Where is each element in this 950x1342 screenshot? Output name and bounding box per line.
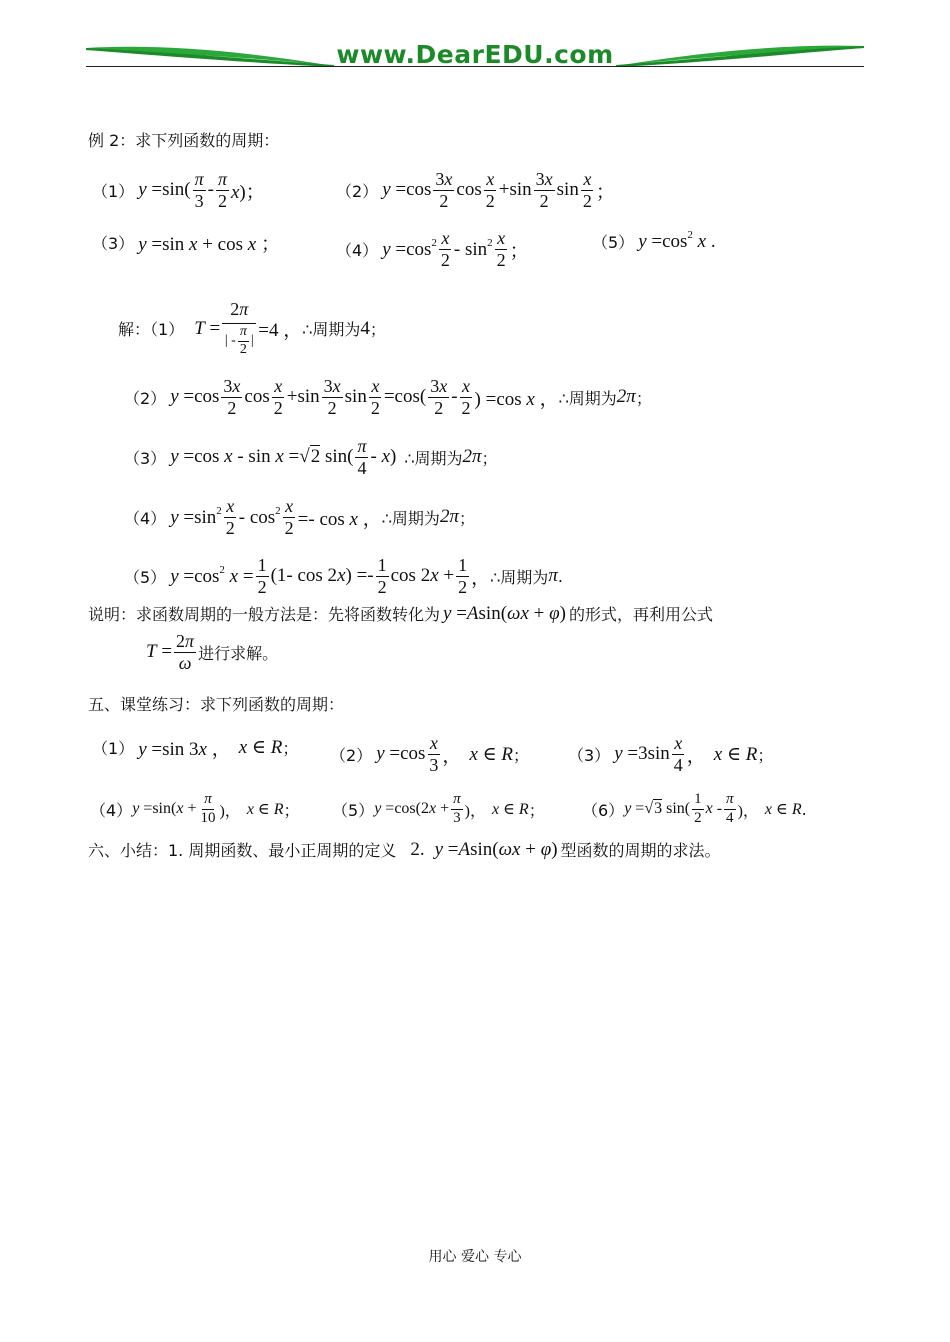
summary-text: 六、小结：1. 周期函数、最小正周期的定义 2. y =Asin(ωx + φ) 型函数的周期的求法。 <box>88 838 721 860</box>
solution-item-1: 解：（1） T = 2π | - $\frac{\pi}{2}$ | =4 ， ∴周期为 4 ； <box>118 299 386 357</box>
example-item-2: （2） y =cos $\frac{3x}{2}$ cos $\frac{x}{2}$ +sin $\frac{3x}{2}$ sin $\frac{x}{2}$ ； <box>336 169 615 211</box>
site-logo-text: www.DearEDU.com <box>336 40 614 69</box>
example-item-5: （5） $y =\cos^2$ x . <box>592 229 716 252</box>
solution-row-3 <box>0 424 950 478</box>
practice-title: 五、课堂练习：求下列函数的周期： <box>88 695 345 714</box>
practice-row-1 <box>0 721 950 775</box>
note-row-2 <box>0 630 950 680</box>
note-formula: T = $\frac{2\pi}{\omega}$ 进行求解。 <box>146 631 279 673</box>
practice-item-2: （2） y =cos $\frac{x}{3}$ ， x ∈ R ； <box>330 733 530 775</box>
summary-row <box>0 838 950 868</box>
example-item-3: （3） y =sin x + cos x ； <box>92 234 280 255</box>
practice-item-4: （4） y =sin(x + $\frac{\pi}{10}$ )， x ∈ R ； <box>90 791 300 826</box>
solution-row-2 <box>0 364 950 418</box>
example-row-1 <box>0 157 950 211</box>
site-header <box>86 36 864 76</box>
note-row-1 <box>0 602 950 632</box>
practice-item-3: （3） y =3sin $\frac{x}{4}$ ， x ∈ R ； <box>568 733 774 775</box>
practice-item-6: （6） y =√3 sin( $\frac{1}{2}$ x - $\frac{\pi}{4}$ )， x ∈ R . <box>582 791 807 826</box>
practice-item-5: （5） y =cos(2x + $\frac{\pi}{3}$ )， x ∈ R ； <box>332 791 545 826</box>
solution-item-3: （3） y =cos x - sin x =√2 sin( $\frac{\pi}{4}$ - x) ∴周期为 2π ； <box>124 436 498 478</box>
example-item-1: （1） y =sin( $\frac{\pi}{3}$ - $\frac{\pi}{2}$ x)； <box>92 169 265 211</box>
solution-row-4 <box>0 484 950 538</box>
note-text: 说明：求函数周期的一般方法是：先将函数转化为 y =Asin(ωx + φ) 的形式，再利用公式 <box>88 602 713 624</box>
page-footer: 用心 爱心 专心 <box>428 1249 522 1265</box>
example-item-4: （4） $y =\cos^2$ $\frac{x}{2}$ - $\sin^2$ $\frac{x}{2}$ ； <box>336 228 529 270</box>
solution-item-2: （2） y =cos $\frac{3x}{2}$ cos $\frac{x}{2}$ +sin $\frac{3x}{2}$ sin $\frac{x}{2}$ =cos( $\frac{3x}{2}$ - $\frac{x}{2}$ ) =cos x ， ∴周期为 2π ； <box>124 376 652 418</box>
example-title: 例 2：求下列函数的周期： <box>88 131 280 150</box>
solution-row-5 <box>0 543 950 597</box>
solution-row-1 <box>0 276 950 356</box>
solution-item-5: （5） $y =\cos^2$ x = $\frac{1}{2}$ (1- cos 2x) =- $\frac{1}{2}$ cos 2x + $\frac{1}{2}$ ， ∴周期为 π . <box>124 555 563 597</box>
solution-item-4: （4） $y =\sin^2$ $\frac{x}{2}$ - $\cos^2$ $\frac{x}{2}$ =- cos x ， ∴周期为 2π ； <box>124 496 475 538</box>
practice-row-2 <box>0 782 950 832</box>
example-row-2 <box>0 216 950 270</box>
practice-item-1: （1） y =sin 3x ， x ∈ R ； <box>92 737 299 760</box>
header-rule <box>86 66 864 67</box>
